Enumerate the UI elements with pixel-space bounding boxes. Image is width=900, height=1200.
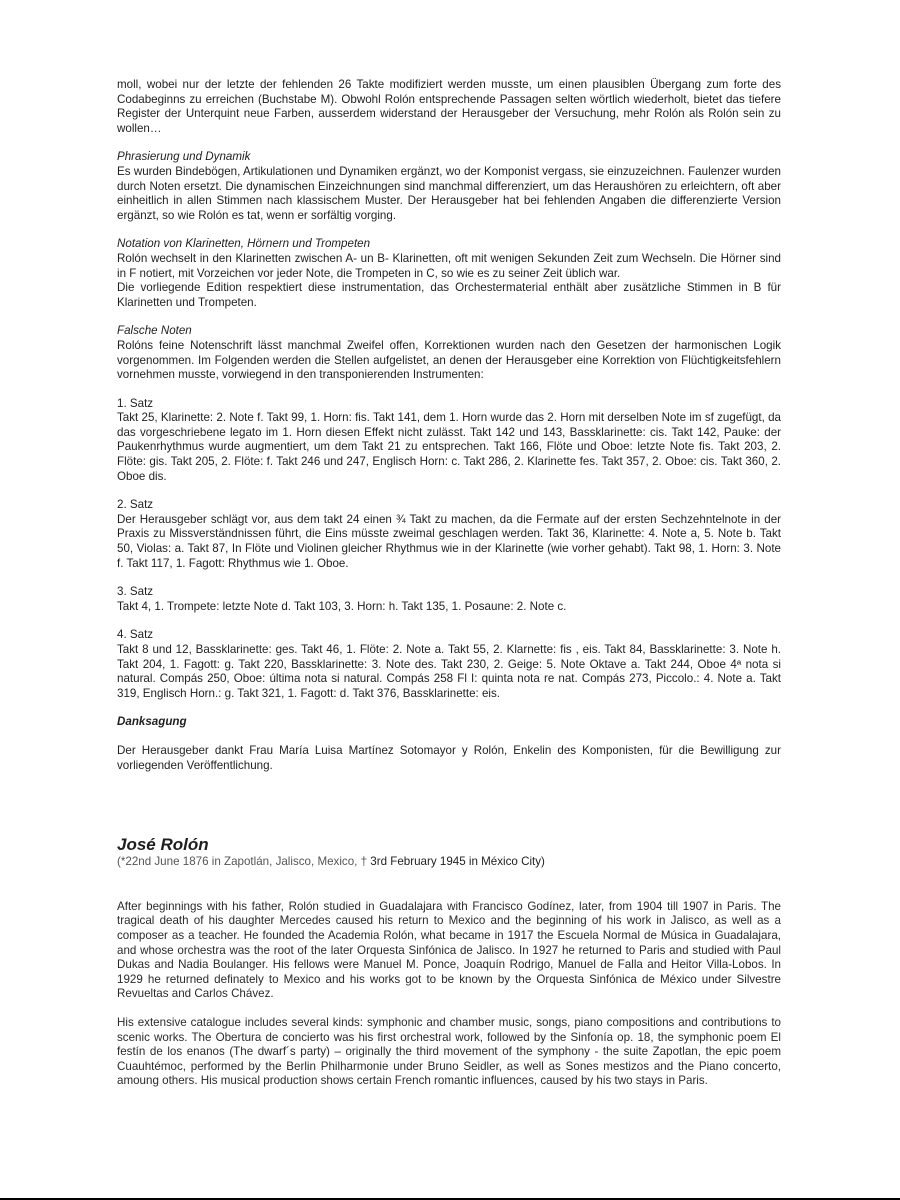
notation-paragraph-2: Die vorliegende Edition respektiert diese instrumentation, das Orchestermaterial enthält aber zusätzliche Stimmen in B für Klarinetten und Trompeten.: [117, 281, 781, 309]
satz1-paragraph: Takt 25, Klarinette: 2. Note f. Takt 99, 1. Horn: fis. Takt 141, dem 1. Horn wurde das 2. Horn mit derselben Note im sf zugefügt, da das vorgeschriebene legato im 1. Horn diesen Effekt nicht zulässt. Takt 142 und 143, Bassklarinette: cis. Takt 142, Pauke: der Paukenrhythmus wurde augmentiert, um dem Takt 21 zu entsprechen. Takt 166, Flöte und Oboe: letzte Note fis. Takt 203, 2. Flöte: gis. Takt 205, 2. Flöte: f. Takt 246 und 247, Englisch Horn: c. Takt 286, 2. Klarinette fes. Takt 357, 2. Oboe: cis. Takt 360, 2. Oboe dis.: [117, 411, 781, 483]
thanks-heading: Danksagung: [117, 715, 187, 729]
satz2-heading: 2. Satz: [117, 498, 154, 512]
satz4-paragraph: Takt 8 und 12, Bassklarinette: ges. Takt 46, 1. Flöte: 2. Note a. Takt 55, 2. Klarnette: fis , eis. Takt 84, Bassklarinette: 3. Note h. Takt 204, 1. Fagott: g. Takt 220, Bassklarinette: 3. Note des. Takt 230, 2. Geige: 5. Note Oktave a. Takt 244, Oboe 4ª nota si natural. Compás 250, Oboe: última nota si natural. Compás 258 Fl I: quinta nota re nat. Compás 273, Piccolo.: 4. Note a. Takt 319, Englisch Horn.: g. Takt 321, 1. Fagott: d. Takt 376, Bassklarinette: eis.: [117, 643, 781, 700]
phrasing-heading: Phrasierung und Dynamik: [117, 150, 251, 164]
wrong-notes-paragraph: Rolóns feine Notenschrift lässt manchmal Zweifel offen, Korrektionen wurden nach den Gesetzen der harmonischen Logik vorgenommen. Im Folgenden werden die Stellen aufgelistet, an denen der Herausgeber eine Korrektion von Flüchtigkeitsfehlern vornehmen musste, vorwiegend in den transponierenden Instrumenten:: [117, 338, 781, 382]
phrasing-paragraph: Es wurden Bindebögen, Artikulationen und Dynamiken ergänzt, wo der Komponist vergass, sie einzuzeichnen. Faulenzer wurden durch Noten ersetzt. Die dynamischen Einzeichnungen sind manchmal differenziert, um das Heraushören zu erleichtern, oft aber einheitlich in allen Stimmen nach klassischem Muster. Der Herausgeber hat bei fehlenden Angaben die differenzierte Version ergänzt, so wie Rolón es tat, wenn er sorfältig vorging.: [117, 164, 781, 222]
bio-dates-birth: (*22nd June 1876 in Zapotlán, Jalisco, Mexico, †: [117, 855, 371, 869]
satz3-paragraph: Takt 4, 1. Trompete: letzte Note d. Takt 103, 3. Horn: h. Takt 135, 1. Posaune: 2. Note c.: [117, 599, 567, 613]
bio-dates: [117, 855, 781, 870]
satz2-paragraph: Der Herausgeber schlägt vor, aus dem takt 24 einen ¾ Takt zu machen, da die Fermate auf der ersten Sechzehntelnote in der Praxis zu Missverständnissen führt, die Eins müsste zweimal geschlagen werden. Takt 36, Klarinette: 4. Note a, 5. Note b. Takt 50, Violas: a. Takt 87, In Flöte und Violinen gleicher Rhythmus wie in der Klarinette (wie vorher gehabt). Takt 98, 1. Horn: 3. Note f. Takt 117, 1. Fagott: Rhythmus wie 1. Oboe.: [117, 512, 781, 570]
bio-dates-death: 3rd February 1945 in México City): [370, 855, 545, 869]
notation-heading: Notation von Klarinetten, Hörnern und Trompeten: [117, 237, 371, 251]
satz1-heading: 1. Satz: [117, 396, 154, 410]
satz4-heading: 4. Satz: [117, 628, 154, 642]
bio-paragraph-2: His extensive catalogue includes several kinds: symphonic and chamber music, songs, piano compositions and contributions to scenic works. The Obertura de concierto was his first orchestral work, followed by the Sinfonía op. 18, the symphonic poem El festín de los enanos (The dwarf´s party) – originally the third movement of the symphony - the suite Zapotlan, the epic poem Cuauhtémoc, performed by the Berlin Philharmonie under Bruno Seidler, as well as Sones mestizos and the Piano concerto, amoung others. His musical production shows certain French romantic influences, caused by his two stays in Paris.: [117, 1015, 781, 1088]
wrong-notes-heading: Falsche Noten: [117, 324, 192, 338]
bio-paragraph-1: After beginnings with his father, Rolón studied in Guadalajara with Francisco Godínez, later, from 1904 till 1907 in Paris. The tragical death of his daughter Mercedes caused his return to Mexico and the beginning of his work in Jalisco, as well as a composer as a teacher. He founded the Academia Rolón, what became in 1917 the Escuela Normal de Música in Guadalajara, and whose orchestra was the root of the later Orquesta Sinfónica de Jalisco. In 1927 he returned to Paris and studied with Paul Dukas and Nadia Boulanger. His fellows were Manuel M. Ponce, Joaquín Rodrigo, Manuel de Falla and Heitor Villa-Lobos. In 1929 he returned definately to Mexico and his works got to be known by the Orquesta Sinfónica de México under Silvestre Revueltas and Carlos Chávez.: [117, 899, 781, 1001]
notation-paragraph-1: Rolón wechselt in den Klarinetten zwischen A- un B- Klarinetten, oft mit wenigen Sekunden Zeit zum Wechseln. Die Hörner sind in F notiert, mit Vorzeichen vor jeder Note, die Trompeten in C, so wie es zu seiner Zeit üblich war.: [117, 251, 781, 280]
document-page: [117, 78, 781, 1089]
thanks-paragraph: Der Herausgeber dankt Frau María Luisa Martínez Sotomayor y Rolón, Enkelin des Komponisten, für die Bewilligung zur vorliegenden Veröffentlichung.: [117, 743, 781, 772]
bio-title: José Rolón: [117, 835, 209, 855]
satz3-heading: 3. Satz: [117, 585, 154, 599]
intro-paragraph: moll, wobei nur der letzte der fehlenden 26 Takte modifiziert werden musste, um einen plausiblen Übergang zum forte des Codabeginns zu erreichen (Buchstabe M). Obwohl Rolón entsprechende Passagen selten wörtlich wiederholt, bietet das tiefere Register der Unterquint neue Farben, ausserdem widerstand der Herausgeber der Versuchung, mehr Rolón als Rolón sein zu wollen…: [117, 78, 781, 135]
